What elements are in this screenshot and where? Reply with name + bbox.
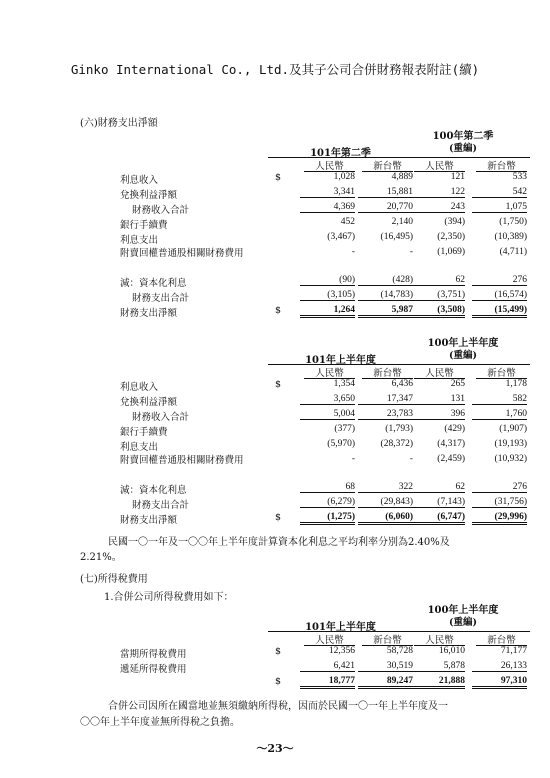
cell-value: (428) bbox=[358, 275, 413, 286]
cell-value: 6,421 bbox=[300, 661, 355, 672]
col-header-1: 人民幣 bbox=[315, 161, 344, 172]
row-label: 遞延所得稅費用 bbox=[120, 664, 187, 675]
row-label: 兌換利益淨額 bbox=[120, 190, 178, 201]
cell-value: 122 bbox=[410, 187, 465, 198]
tax-note-line-2: 〇〇年上半年度並無所得稅之負擔。 bbox=[80, 717, 240, 728]
cell-value: (2,350) bbox=[437, 232, 465, 242]
cell-value: 26,133 bbox=[472, 661, 527, 672]
cell-value: (3,467) bbox=[327, 232, 355, 242]
cell-value: 533 bbox=[512, 172, 527, 182]
cell-value: (1,793) bbox=[385, 424, 413, 434]
cell-value: 15,881 bbox=[358, 187, 413, 198]
cell-value: (1,750) bbox=[499, 217, 527, 227]
col-group-a-title: 101年上半年度 bbox=[305, 622, 376, 633]
cell-value: (6,279) bbox=[300, 497, 355, 508]
cell-value: 582 bbox=[472, 394, 527, 405]
cell-value: (1,907) bbox=[499, 424, 527, 434]
cell-value: (3,105) bbox=[300, 290, 355, 301]
currency-symbol: $ bbox=[275, 512, 282, 523]
cell-value: (4,711) bbox=[499, 247, 527, 257]
cell-value: 71,177 bbox=[500, 646, 527, 656]
cell-value: 1,760 bbox=[472, 409, 527, 420]
cell-value: (90) bbox=[300, 275, 355, 286]
cell-value: 6,436 bbox=[391, 379, 413, 389]
col-group-b-title: 100年上半年度 bbox=[427, 605, 499, 616]
col-header-4: 新台幣 bbox=[487, 161, 516, 172]
cell-value: 30,519 bbox=[358, 661, 413, 672]
col-header-2: 新台幣 bbox=[373, 368, 402, 379]
col-header-2: 新台幣 bbox=[373, 635, 402, 646]
row-label: 利息支出 bbox=[120, 235, 159, 246]
col-group-b-note: (重編) bbox=[449, 350, 477, 361]
cell-value: 276 bbox=[472, 275, 527, 286]
section-7-subtitle: 1.合併公司所得稅費用如下： bbox=[104, 592, 234, 603]
row-label: 銀行手續費 bbox=[120, 427, 168, 438]
currency-symbol: $ bbox=[275, 379, 282, 390]
cell-value: 265 bbox=[450, 379, 465, 389]
col-header-3: 人民幣 bbox=[425, 161, 454, 172]
cell-value: (6,747) bbox=[410, 512, 465, 525]
cell-value: 3,650 bbox=[300, 394, 355, 405]
cell-value: (5,970) bbox=[327, 439, 355, 449]
cell-value: 1,075 bbox=[472, 202, 527, 213]
cell-value: 5,004 bbox=[300, 409, 355, 420]
cell-value: (28,372) bbox=[380, 439, 413, 449]
cell-value: (16,495) bbox=[380, 232, 413, 242]
col-header-2: 新台幣 bbox=[373, 161, 402, 172]
note-line-1: 民國一〇一年及一〇〇年上半年度計算資本化利息之平均利率分別為2.40%及 bbox=[108, 537, 450, 548]
cell-value: (6,060) bbox=[358, 512, 413, 525]
cell-value: (2,459) bbox=[437, 454, 465, 464]
col-group-b-title: 100年第二季 bbox=[432, 131, 494, 142]
cell-value: 5,878 bbox=[410, 661, 465, 672]
cell-value: (3,751) bbox=[410, 290, 465, 301]
currency-symbol: $ bbox=[275, 172, 282, 183]
cell-value: (3,508) bbox=[410, 305, 465, 318]
col-group-b-note: (重編) bbox=[449, 143, 477, 154]
col-header-1: 人民幣 bbox=[315, 368, 344, 379]
cell-value: 2,140 bbox=[391, 217, 413, 227]
col-group-a-title: 101年第二季 bbox=[310, 148, 371, 159]
cell-value: (394) bbox=[444, 217, 465, 227]
cell-value: (29,843) bbox=[358, 497, 413, 508]
col-group-a-title: 101年上半年度 bbox=[305, 355, 376, 366]
cell-value: 322 bbox=[358, 482, 413, 493]
row-label: 財務支出合計 bbox=[132, 293, 190, 304]
cell-value: (16,574) bbox=[472, 290, 527, 301]
cell-value: - bbox=[351, 454, 355, 464]
cell-value: (10,389) bbox=[494, 232, 527, 242]
row-label: 利息收入 bbox=[120, 382, 159, 393]
row-label: 當期所得稅費用 bbox=[120, 649, 187, 660]
row-label: 減：資本化利息 bbox=[120, 485, 187, 496]
row-label: 減：資本化利息 bbox=[120, 278, 187, 289]
row-label: 財務收入合計 bbox=[132, 205, 190, 216]
currency-symbol: $ bbox=[275, 305, 282, 316]
cell-value: (4,317) bbox=[437, 439, 465, 449]
row-label: 財務收入合計 bbox=[132, 412, 190, 423]
cell-value: 18,777 bbox=[300, 676, 355, 689]
row-label: 財務支出合計 bbox=[132, 500, 190, 511]
currency-symbol: $ bbox=[275, 646, 282, 657]
cell-value: (19,193) bbox=[494, 439, 527, 449]
cell-value: 1,264 bbox=[300, 305, 355, 318]
col-header-1: 人民幣 bbox=[315, 635, 344, 646]
cell-value: (31,756) bbox=[472, 497, 527, 508]
section-6-title: (六)財務支出淨額 bbox=[80, 118, 158, 129]
cell-value: 68 bbox=[300, 482, 355, 493]
cell-value: (429) bbox=[444, 424, 465, 434]
cell-value: 131 bbox=[410, 394, 465, 405]
currency-symbol: $ bbox=[275, 676, 282, 687]
cell-value: 97,310 bbox=[472, 676, 527, 689]
cell-value: (15,499) bbox=[472, 305, 527, 318]
cell-value: (1,275) bbox=[300, 512, 355, 525]
cell-value: 62 bbox=[410, 482, 465, 493]
income-tax-note-cont bbox=[80, 713, 520, 733]
cell-value: (29,996) bbox=[472, 512, 527, 525]
cell-value: - bbox=[351, 247, 355, 257]
tax-note-line-1: 合併公司因所在國當地並無須繳納所得稅，因而於民國一〇一年上半年度及一 bbox=[108, 701, 448, 712]
row-label: 附賣回權普通股相關財務費用 bbox=[120, 455, 244, 466]
cell-value: (14,783) bbox=[358, 290, 413, 301]
row-label: 附賣回權普通股相關財務費用 bbox=[120, 248, 244, 259]
row-label: 利息支出 bbox=[120, 442, 159, 453]
cell-value: 276 bbox=[472, 482, 527, 493]
cell-value: 452 bbox=[340, 217, 355, 227]
cell-value: 4,889 bbox=[391, 172, 413, 182]
capitalized-interest-note-cont bbox=[80, 548, 520, 568]
cell-value: 12,356 bbox=[328, 646, 355, 656]
page-header-title: Ginko International Co., Ltd.及其子公司合併財務報表附註(續) bbox=[70, 62, 480, 77]
col-header-3: 人民幣 bbox=[425, 368, 454, 379]
cell-value: (377) bbox=[334, 424, 355, 434]
row-label: 兌換利益淨額 bbox=[120, 397, 178, 408]
cell-value: 62 bbox=[410, 275, 465, 286]
cell-value: - bbox=[409, 247, 413, 257]
col-header-3: 人民幣 bbox=[425, 635, 454, 646]
cell-value: (10,932) bbox=[494, 454, 527, 464]
cell-value: 58,728 bbox=[386, 646, 413, 656]
cell-value: 17,347 bbox=[358, 394, 413, 405]
cell-value: (1,069) bbox=[437, 247, 465, 257]
cell-value: 1,178 bbox=[505, 379, 527, 389]
row-label: 利息收入 bbox=[120, 175, 159, 186]
cell-value: 21,888 bbox=[410, 676, 465, 689]
cell-value: 89,247 bbox=[358, 676, 413, 689]
page-number: ～23～ bbox=[256, 742, 294, 755]
section-7-title: (七)所得稅費用 bbox=[80, 574, 148, 585]
cell-value: 3,341 bbox=[300, 187, 355, 198]
row-label: 財務支出淨額 bbox=[120, 308, 178, 319]
cell-value: 5,987 bbox=[358, 305, 413, 318]
cell-value: 243 bbox=[410, 202, 465, 213]
cell-value: (7,143) bbox=[410, 497, 465, 508]
cell-value: 121 bbox=[450, 172, 465, 182]
col-group-b-note: (重編) bbox=[449, 617, 477, 628]
row-label: 銀行手續費 bbox=[120, 220, 168, 231]
note-line-2: 2.21%。 bbox=[80, 552, 122, 563]
cell-value: 396 bbox=[410, 409, 465, 420]
cell-value: 1,028 bbox=[333, 172, 355, 182]
col-header-4: 新台幣 bbox=[487, 635, 516, 646]
col-group-b-title: 100年上半年度 bbox=[427, 338, 499, 349]
col-header-4: 新台幣 bbox=[487, 368, 516, 379]
cell-value: 20,770 bbox=[358, 202, 413, 213]
cell-value: 1,354 bbox=[333, 379, 355, 389]
cell-value: 4,369 bbox=[300, 202, 355, 213]
cell-value: 542 bbox=[472, 187, 527, 198]
cell-value: 23,783 bbox=[358, 409, 413, 420]
row-label: 財務支出淨額 bbox=[120, 515, 178, 526]
cell-value: 16,010 bbox=[438, 646, 465, 656]
cell-value: - bbox=[409, 454, 413, 464]
